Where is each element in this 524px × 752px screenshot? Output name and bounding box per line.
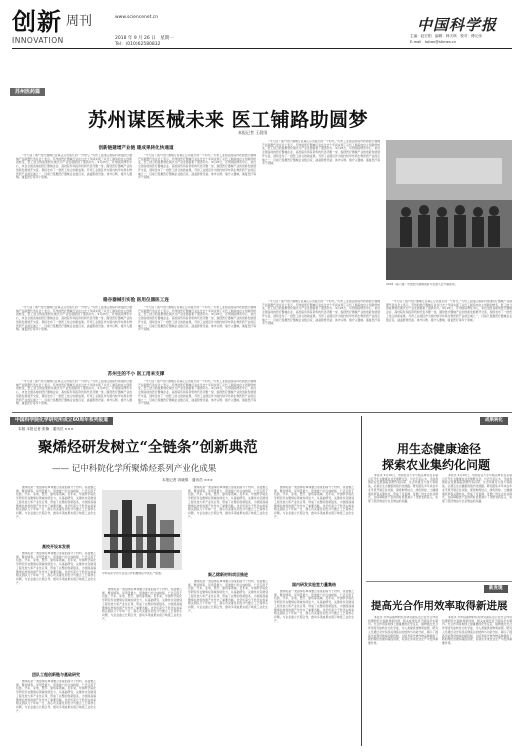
left-subhead-2: 聚乙烯新材料项目推进: [208, 572, 248, 577]
column-divider: [361, 416, 362, 746]
photo-caption: 2018（第六届）中国医疗器械创新与发展大会开幕现场。: [386, 283, 458, 286]
left-body-col2: 聚烯烃是一类由烯烃单体聚合而成的高分子材料，包括聚乙烯、聚丙烯等，是用量最大、用途最广的合成树脂，广泛应用于包装、汽车、家电、医疗、建筑等领域。近年来，中国科学院化学研究所在聚烯烃领域持续发力，从基础研究、关键技术突破到工程化放大和产业化应用，形成了完整的创新链条，为我国高端聚烯烃材料的国产化作出了重要贡献。化学所高分子科学实验室相关团队几十年如一日，潜心攻关催化剂设计与聚合工艺等核心问题，与企业建立长期合作，推动多项成果实现万吨级工业化生产。: [102, 588, 182, 621]
mid-body-col2: “今天到了国产医疗器械行业真正应该成长的一个时代。”苏州工业园区国际科技园医疗器械产业联盟代表在会上表示，苏州的医疗器械行业在过去十年间实现了从代工制造向自主创新的转变，医工结合的成果转化模式为产业发展提供了强劲动力。9月25日，苏州国际博览中心，来自全国各地的医疗器械企业、高校院所和投资机构代表齐聚一堂，围绕医疗器械产业的创新发展展开交流，现场发布了一批医工结合的新成果。苏州工业园区作为国内较早布局生物医药产业的区域之一，目前已集聚医疗器械企业数百家，涵盖影像设备、体外诊断、植介入器械、康复医疗等多个领域。: [138, 306, 256, 332]
section-title: 创新: [12, 8, 62, 36]
conference-photo: [386, 140, 512, 280]
left-subhead-1: 高校开设本发展: [42, 544, 70, 549]
right-headline-1a: 用生态健康途径: [397, 442, 482, 456]
left-body-col3b: 聚烯烃是一类由烯烃单体聚合而成的高分子材料，包括聚乙烯、聚丙烯等，是用量最大、用途最广的合成树脂，广泛应用于包装、汽车、家电、医疗、建筑等领域。近年来，中国科学院化学研究所在聚烯烃领域持续发力，从基础研究、关键技术突破到工程化放大和产业化应用，形成了完整的创新链条，为我国高端聚烯烃材料的国产化作出了重要贡献。化学所高分子科学实验室相关团队几十年如一日，潜心攻关催化剂设计与聚合工艺等核心问题，与企业建立长期合作，推动多项成果实现万吨级工业化生产。: [188, 580, 268, 613]
right1-body-col2: 本报讯 9月19日，中国农业大学与相关单位在京联合召开生态健康农业发展研讨会。与会专家认为，当前我国农业发展面临资源约束趋紧、生态环境压力加大等挑战，必须走生态健康的集约化道路。研究团队多年来在华北平原开展定位试验，探索种养结合、绿色防控、土壤健康培育等关键技术，形成了可复制、可推广的生态农业模式，在保障粮食产量的同时显著减少了化肥农药投入，实现了经济效益与生态效益的双赢。: [442, 474, 512, 503]
left-series-tag: 中国科学院化学研究所成立60周年系列报道: [10, 417, 113, 425]
right-separator: [366, 581, 512, 582]
phone: Tel：(010)62580832: [115, 42, 161, 47]
section-tag-suzhou: 苏州医药篇: [10, 88, 45, 96]
top-headline: 苏州谋医械未来 医工铺路助圆梦: [88, 109, 369, 131]
masthead-rule: [12, 48, 512, 49]
mid-body-col4: “今天到了国产医疗器械行业真正应该成长的一个时代。”苏州工业园区国际科技园医疗器械产业联盟代表在会上表示，苏州的医疗器械行业在过去十年间实现了从代工制造向自主创新的转变，医工结合的成果转化模式为产业发展提供了强劲动力。9月25日，苏州国际博览中心，来自全国各地的医疗器械企业、高校院所和投资机构代表齐聚一堂，围绕医疗器械产业的创新发展展开交流，现场发布了一批医工结合的新成果。苏州工业园区作为国内较早布局生物医药产业的区域之一，目前已集聚医疗器械企业数百家，涵盖影像设备、体外诊断、植介入器械、康复医疗等多个领域。: [386, 300, 512, 322]
left-body-col4: 聚烯烃是一类由烯烃单体聚合而成的高分子材料，包括聚乙烯、聚丙烯等，是用量最大、用途最广的合成树脂，广泛应用于包装、汽车、家电、医疗、建筑等领域。近年来，中国科学院化学研究所在聚烯烃领域持续发力，从基础研究、关键技术突破到工程化放大和产业化应用，形成了完整的创新链条，为我国高端聚烯烃材料的国产化作出了重要贡献。化学所高分子科学实验室相关团队几十年如一日，潜心攻关催化剂设计与聚合工艺等核心问题，与企业建立长期合作，推动多项成果实现万吨级工业化生产。: [274, 486, 354, 519]
right2-body-col1: 本报讯 中科院植物研究所研究团队近日在光合作用机理研究方面取得新进展，相关成果发表于国际学术期刊。光合作用是地球上最重要的化学反应，植物通过光合作用将光能转化为化学能，为人类提供食物和能源。研究人员通过对光系统关键蛋白的结构与功能分析，揭示了提高光能利用效率的新机制，为培育高光效作物品种提供了新的理论依据和基因资源，有望在未来农业生产中发挥重要作用。: [368, 616, 438, 645]
paper-logo: 中国科学报: [417, 16, 498, 34]
left-subheadline: —— 记中科院化学所聚烯烃系列产业化成果: [52, 464, 217, 474]
mid-body-col1: “今天到了国产医疗器械行业真正应该成长的一个时代。”苏州工业园区国际科技园医疗器械产业联盟代表在会上表示，苏州的医疗器械行业在过去十年间实现了从代工制造向自主创新的转变，医工结合的成果转化模式为产业发展提供了强劲动力。9月25日，苏州国际博览中心，来自全国各地的医疗器械企业、高校院所和投资机构代表齐聚一堂，围绕医疗器械产业的创新发展展开交流，现场发布了一批医工结合的新成果。苏州工业园区作为国内较早布局生物医药产业的区域之一，目前已集聚医疗器械企业数百家，涵盖影像设备、体外诊断、植介入器械、康复医疗等多个领域。: [16, 306, 132, 332]
left-body-col1b: 聚烯烃是一类由烯烃单体聚合而成的高分子材料，包括聚乙烯、聚丙烯等，是用量最大、用途最广的合成树脂，广泛应用于包装、汽车、家电、医疗、建筑等领域。近年来，中国科学院化学研究所在聚烯烃领域持续发力，从基础研究、关键技术突破到工程化放大和产业化应用，形成了完整的创新链条，为我国高端聚烯烃材料的国产化作出了重要贡献。化学所高分子科学实验室相关团队几十年如一日，潜心攻关催化剂设计与聚合工艺等核心问题，与企业建立长期合作，推动多项成果实现万吨级工业化生产。: [16, 552, 96, 585]
low-body-col1: “今天到了国产医疗器械行业真正应该成长的一个时代。”苏州工业园区国际科技园医疗器械产业联盟代表在会上表示，苏州的医疗器械行业在过去十年间实现了从代工制造向自主创新的转变，医工结合的成果转化模式为产业发展提供了强劲动力。9月25日，苏州国际博览中心，来自全国各地的医疗器械企业、高校院所和投资机构代表齐聚一堂，围绕医疗器械产业的创新发展展开交流，现场发布了一批医工结合的新成果。苏州工业园区作为国内较早布局生物医药产业的区域之一，目前已集聚医疗器械企业数百家，涵盖影像设备、体外诊断、植介入器械、康复医疗等多个领域。: [16, 380, 132, 406]
issue-date: 2018 年 9 月 26 日 星期一: [115, 36, 174, 41]
photo-scene: [386, 140, 512, 280]
left-body-col1: 聚烯烃是一类由烯烃单体聚合而成的高分子材料，包括聚乙烯、聚丙烯等，是用量最大、用途最广的合成树脂，广泛应用于包装、汽车、家电、医疗、建筑等领域。近年来，中国科学院化学研究所在聚烯烃领域持续发力，从基础研究、关键技术突破到工程化放大和产业化应用，形成了完整的创新链条，为我国高端聚烯烃材料的国产化作出了重要贡献。化学所高分子科学实验室相关团队几十年如一日，潜心攻关催化剂设计与聚合工艺等核心问题，与企业建立长期合作，推动多项成果实现万吨级工业化生产。: [16, 486, 96, 519]
right-headline-1b: 探索农业集约化问题: [382, 458, 491, 472]
top-body-col3: “今天到了国产医疗器械行业真正应该成长的一个时代。”苏州工业园区国际科技园医疗器械产业联盟代表在会上表示，苏州的医疗器械行业在过去十年间实现了从代工制造向自主创新的转变，医工结合的成果转化模式为产业发展提供了强劲动力。9月25日，苏州国际博览中心，来自全国各地的医疗器械企业、高校院所和投资机构代表齐聚一堂，围绕医疗器械产业的创新发展展开交流，现场发布了一批医工结合的新成果。苏州工业园区作为国内较早布局生物医药产业的区域之一，目前已集聚医疗器械企业数百家，涵盖影像设备、体外诊断、植介入器械、康复医疗等多个领域。: [262, 140, 380, 166]
top-byline: 本报记者 王晨绯: [238, 130, 268, 135]
site-url: www.sciencenet.cn: [115, 15, 159, 20]
top-subhead-1: 创新链建增产业链 建成果转化快通道: [98, 146, 174, 151]
top-subhead-3: 苏州生的不小 医工用来支撑: [107, 372, 165, 377]
top-body-col2: “今天到了国产医疗器械行业真正应该成长的一个时代。”苏州工业园区国际科技园医疗器械产业联盟代表在会上表示，苏州的医疗器械行业在过去十年间实现了从代工制造向自主创新的转变，医工结合的成果转化模式为产业发展提供了强劲动力。9月25日，苏州国际博览中心，来自全国各地的医疗器械企业、高校院所和投资机构代表齐聚一堂，围绕医疗器械产业的创新发展展开交流，现场发布了一批医工结合的新成果。苏州工业园区作为国内较早布局生物医药产业的区域之一，目前已集聚医疗器械企业数百家，涵盖影像设备、体外诊断、植介入器械、康复医疗等多个领域。: [138, 154, 256, 180]
left-subhead-3: 国内研发实验室力量集结: [292, 582, 336, 587]
section-title-en: INNOVATION: [12, 36, 64, 45]
editor-credits: 主编：赵宏阳 编辑：韩天琪 校对：傅元伟: [410, 34, 482, 38]
right-tag-2: 新发现: [484, 585, 508, 593]
left-body-col3: 聚烯烃是一类由烯烃单体聚合而成的高分子材料，包括聚乙烯、聚丙烯等，是用量最大、用途最广的合成树脂，广泛应用于包装、汽车、家电、医疗、建筑等领域。近年来，中国科学院化学研究所在聚烯烃领域持续发力，从基础研究、关键技术突破到工程化放大和产业化应用，形成了完整的创新链条，为我国高端聚烯烃材料的国产化作出了重要贡献。化学所高分子科学实验室相关团队几十年如一日，潜心攻关催化剂设计与聚合工艺等核心问题，与企业建立长期合作，推动多项成果实现万吨级工业化生产。: [188, 486, 268, 519]
factory-caption: 中科院化学所与企业合作的聚烯烃中试生产装置。: [102, 572, 164, 575]
top-subhead-2: 稳谷器械引实验 医用仪器医工连: [103, 298, 169, 303]
left-body-col4b: 聚烯烃是一类由烯烃单体聚合而成的高分子材料，包括聚乙烯、聚丙烯等，是用量最大、用途最广的合成树脂，广泛应用于包装、汽车、家电、医疗、建筑等领域。近年来，中国科学院化学研究所在聚烯烃领域持续发力，从基础研究、关键技术突破到工程化放大和产业化应用，形成了完整的创新链条，为我国高端聚烯烃材料的国产化作出了重要贡献。化学所高分子科学实验室相关团队几十年如一日，潜心攻关催化剂设计与聚合工艺等核心问题，与企业建立长期合作，推动多项成果实现万吨级工业化生产。: [274, 590, 354, 623]
left-small-byline: 本版 本报记者 张楠 通讯员 ×××: [18, 427, 74, 431]
right1-body-col1: 本报讯 9月19日，中国农业大学与相关单位在京联合召开生态健康农业发展研讨会。与会专家认为，当前我国农业发展面临资源约束趋紧、生态环境压力加大等挑战，必须走生态健康的集约化道路。研究团队多年来在华北平原开展定位试验，探索种养结合、绿色防控、土壤健康培育等关键技术，形成了可复制、可推广的生态农业模式，在保障粮食产量的同时显著减少了化肥农药投入，实现了经济效益与生态效益的双赢。: [368, 474, 438, 503]
low-body-col2: “今天到了国产医疗器械行业真正应该成长的一个时代。”苏州工业园区国际科技园医疗器械产业联盟代表在会上表示，苏州的医疗器械行业在过去十年间实现了从代工制造向自主创新的转变，医工结合的成果转化模式为产业发展提供了强劲动力。9月25日，苏州国际博览中心，来自全国各地的医疗器械企业、高校院所和投资机构代表齐聚一堂，围绕医疗器械产业的创新发展展开交流，现场发布了一批医工结合的新成果。苏州工业园区作为国内较早布局生物医药产业的区域之一，目前已集聚医疗器械企业数百家，涵盖影像设备、体外诊断、植介入器械、康复医疗等多个领域。: [138, 380, 256, 406]
factory-scene: [102, 490, 182, 570]
weekly-label: 周刊: [66, 14, 93, 29]
right2-body-col2: 本报讯 中科院植物研究所研究团队近日在光合作用机理研究方面取得新进展，相关成果发表于国际学术期刊。光合作用是地球上最重要的化学反应，植物通过光合作用将光能转化为化学能，为人类提供食物和能源。研究人员通过对光系统关键蛋白的结构与功能分析，揭示了提高光能利用效率的新机制，为培育高光效作物品种提供了新的理论依据和基因资源，有望在未来农业生产中发挥重要作用。: [442, 616, 512, 645]
editor-email: E-mail：tqhan@stimes.cn: [410, 40, 457, 44]
right-headline-2: 提高光合作用效率取得新进展: [371, 600, 508, 612]
left-body-col1c: 聚烯烃是一类由烯烃单体聚合而成的高分子材料，包括聚乙烯、聚丙烯等，是用量最大、用途最广的合成树脂，广泛应用于包装、汽车、家电、医疗、建筑等领域。近年来，中国科学院化学研究所在聚烯烃领域持续发力，从基础研究、关键技术突破到工程化放大和产业化应用，形成了完整的创新链条，为我国高端聚烯烃材料的国产化作出了重要贡献。化学所高分子科学实验室相关团队几十年如一日，潜心攻关催化剂设计与聚合工艺等核心问题，与企业建立长期合作，推动多项成果实现万吨级工业化生产。: [16, 680, 96, 713]
right-tag-1: 成果转化: [480, 417, 508, 425]
mid-body-col3: “今天到了国产医疗器械行业真正应该成长的一个时代。”苏州工业园区国际科技园医疗器械产业联盟代表在会上表示，苏州的医疗器械行业在过去十年间实现了从代工制造向自主创新的转变，医工结合的成果转化模式为产业发展提供了强劲动力。9月25日，苏州国际博览中心，来自全国各地的医疗器械企业、高校院所和投资机构代表齐聚一堂，围绕医疗器械产业的创新发展展开交流，现场发布了一批医工结合的新成果。苏州工业园区作为国内较早布局生物医药产业的区域之一，目前已集聚医疗器械企业数百家，涵盖影像设备、体外诊断、植介入器械、康复医疗等多个领域。: [262, 300, 380, 326]
left-subhead-4: 团队工程创新链与基础研究: [32, 672, 80, 677]
top-article-bottom-rule: [12, 412, 512, 413]
top-body-col1: “今天到了国产医疗器械行业真正应该成长的一个时代。”苏州工业园区国际科技园医疗器械产业联盟代表在会上表示，苏州的医疗器械行业在过去十年间实现了从代工制造向自主创新的转变，医工结合的成果转化模式为产业发展提供了强劲动力。9月25日，苏州国际博览中心，来自全国各地的医疗器械企业、高校院所和投资机构代表齐聚一堂，围绕医疗器械产业的创新发展展开交流，现场发布了一批医工结合的新成果。苏州工业园区作为国内较早布局生物医药产业的区域之一，目前已集聚医疗器械企业数百家，涵盖影像设备、体外诊断、植介入器械、康复医疗等多个领域。: [16, 154, 132, 180]
left-headline: 聚烯烃研发树立“全链条”创新典范: [38, 439, 258, 456]
masthead: [0, 0, 524, 48]
left-byline: 本报记者 刘晓倩 通讯员 ×××: [162, 478, 213, 482]
factory-photo: [102, 490, 182, 570]
